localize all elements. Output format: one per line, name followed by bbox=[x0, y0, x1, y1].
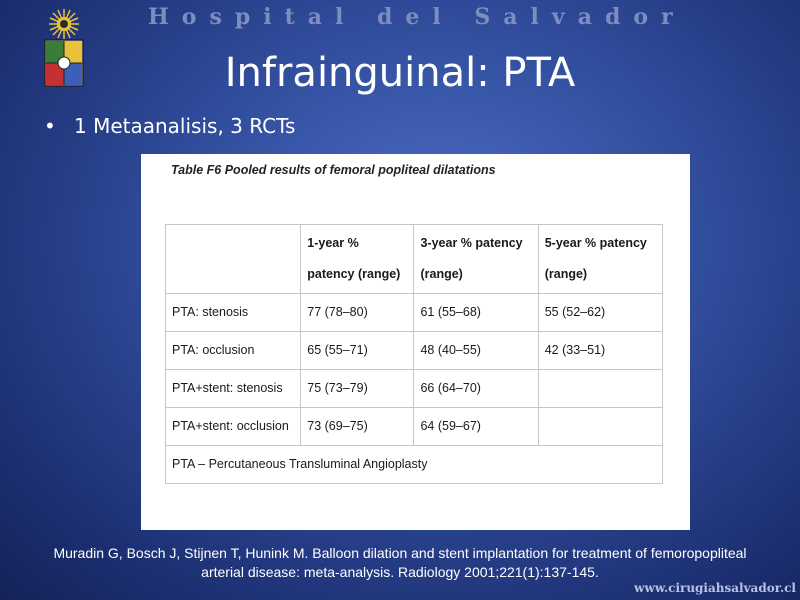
table-cell bbox=[538, 408, 662, 446]
table-cell: 75 (73–79) bbox=[301, 370, 414, 408]
table-cell: 65 (55–71) bbox=[301, 332, 414, 370]
bullet-icon: • bbox=[44, 114, 56, 138]
table-cell: 73 (69–75) bbox=[301, 408, 414, 446]
bullet-point bbox=[44, 114, 295, 138]
table-cell: PTA: stenosis bbox=[166, 294, 301, 332]
bullet-text: 1 Metaanalisis, 3 RCTs bbox=[74, 114, 296, 138]
table-cell: 64 (59–67) bbox=[414, 408, 538, 446]
table-cell: 77 (78–80) bbox=[301, 294, 414, 332]
table-cell: 61 (55–68) bbox=[414, 294, 538, 332]
header-cell: 1-year % patency (range) bbox=[301, 225, 414, 294]
table-cell: 66 (64–70) bbox=[414, 370, 538, 408]
table-row bbox=[166, 294, 663, 332]
table-caption: Table F6 Pooled results of femoral popliteal dilatations bbox=[171, 163, 496, 177]
table-cell: 55 (52–62) bbox=[538, 294, 662, 332]
header-cell: 5-year % patency (range) bbox=[538, 225, 662, 294]
table-footnote-row bbox=[166, 446, 663, 484]
slide-title: Infrainguinal: PTA bbox=[224, 50, 576, 96]
table-cell: PTA+stent: occlusion bbox=[166, 408, 301, 446]
table-cell: 42 (33–51) bbox=[538, 332, 662, 370]
patency-table bbox=[165, 224, 663, 484]
table-header-row bbox=[166, 225, 663, 294]
citation-text: Muradin G, Bosch J, Stijnen T, Hunink M. Balloon dilation and stent implantation for treatment of femoropopliteal arterial disease: meta-analysis. Radiology 2001;221(1):137-145. bbox=[53, 545, 747, 580]
table-row bbox=[166, 370, 663, 408]
table-row bbox=[166, 332, 663, 370]
header-cell bbox=[166, 225, 301, 294]
table-cell: 48 (40–55) bbox=[414, 332, 538, 370]
table-cell: PTA+stent: stenosis bbox=[166, 370, 301, 408]
website-url[interactable]: www.cirugiahsalvador.cl bbox=[634, 581, 796, 595]
table-cell: PTA: occlusion bbox=[166, 332, 301, 370]
table-image-panel bbox=[141, 154, 690, 530]
hospital-name-header: Hospital del Salvador bbox=[148, 4, 686, 30]
table-footnote: PTA – Percutaneous Transluminal Angioplasty bbox=[166, 446, 663, 484]
table-cell bbox=[538, 370, 662, 408]
header-cell: 3-year % patency (range) bbox=[414, 225, 538, 294]
table-row bbox=[166, 408, 663, 446]
